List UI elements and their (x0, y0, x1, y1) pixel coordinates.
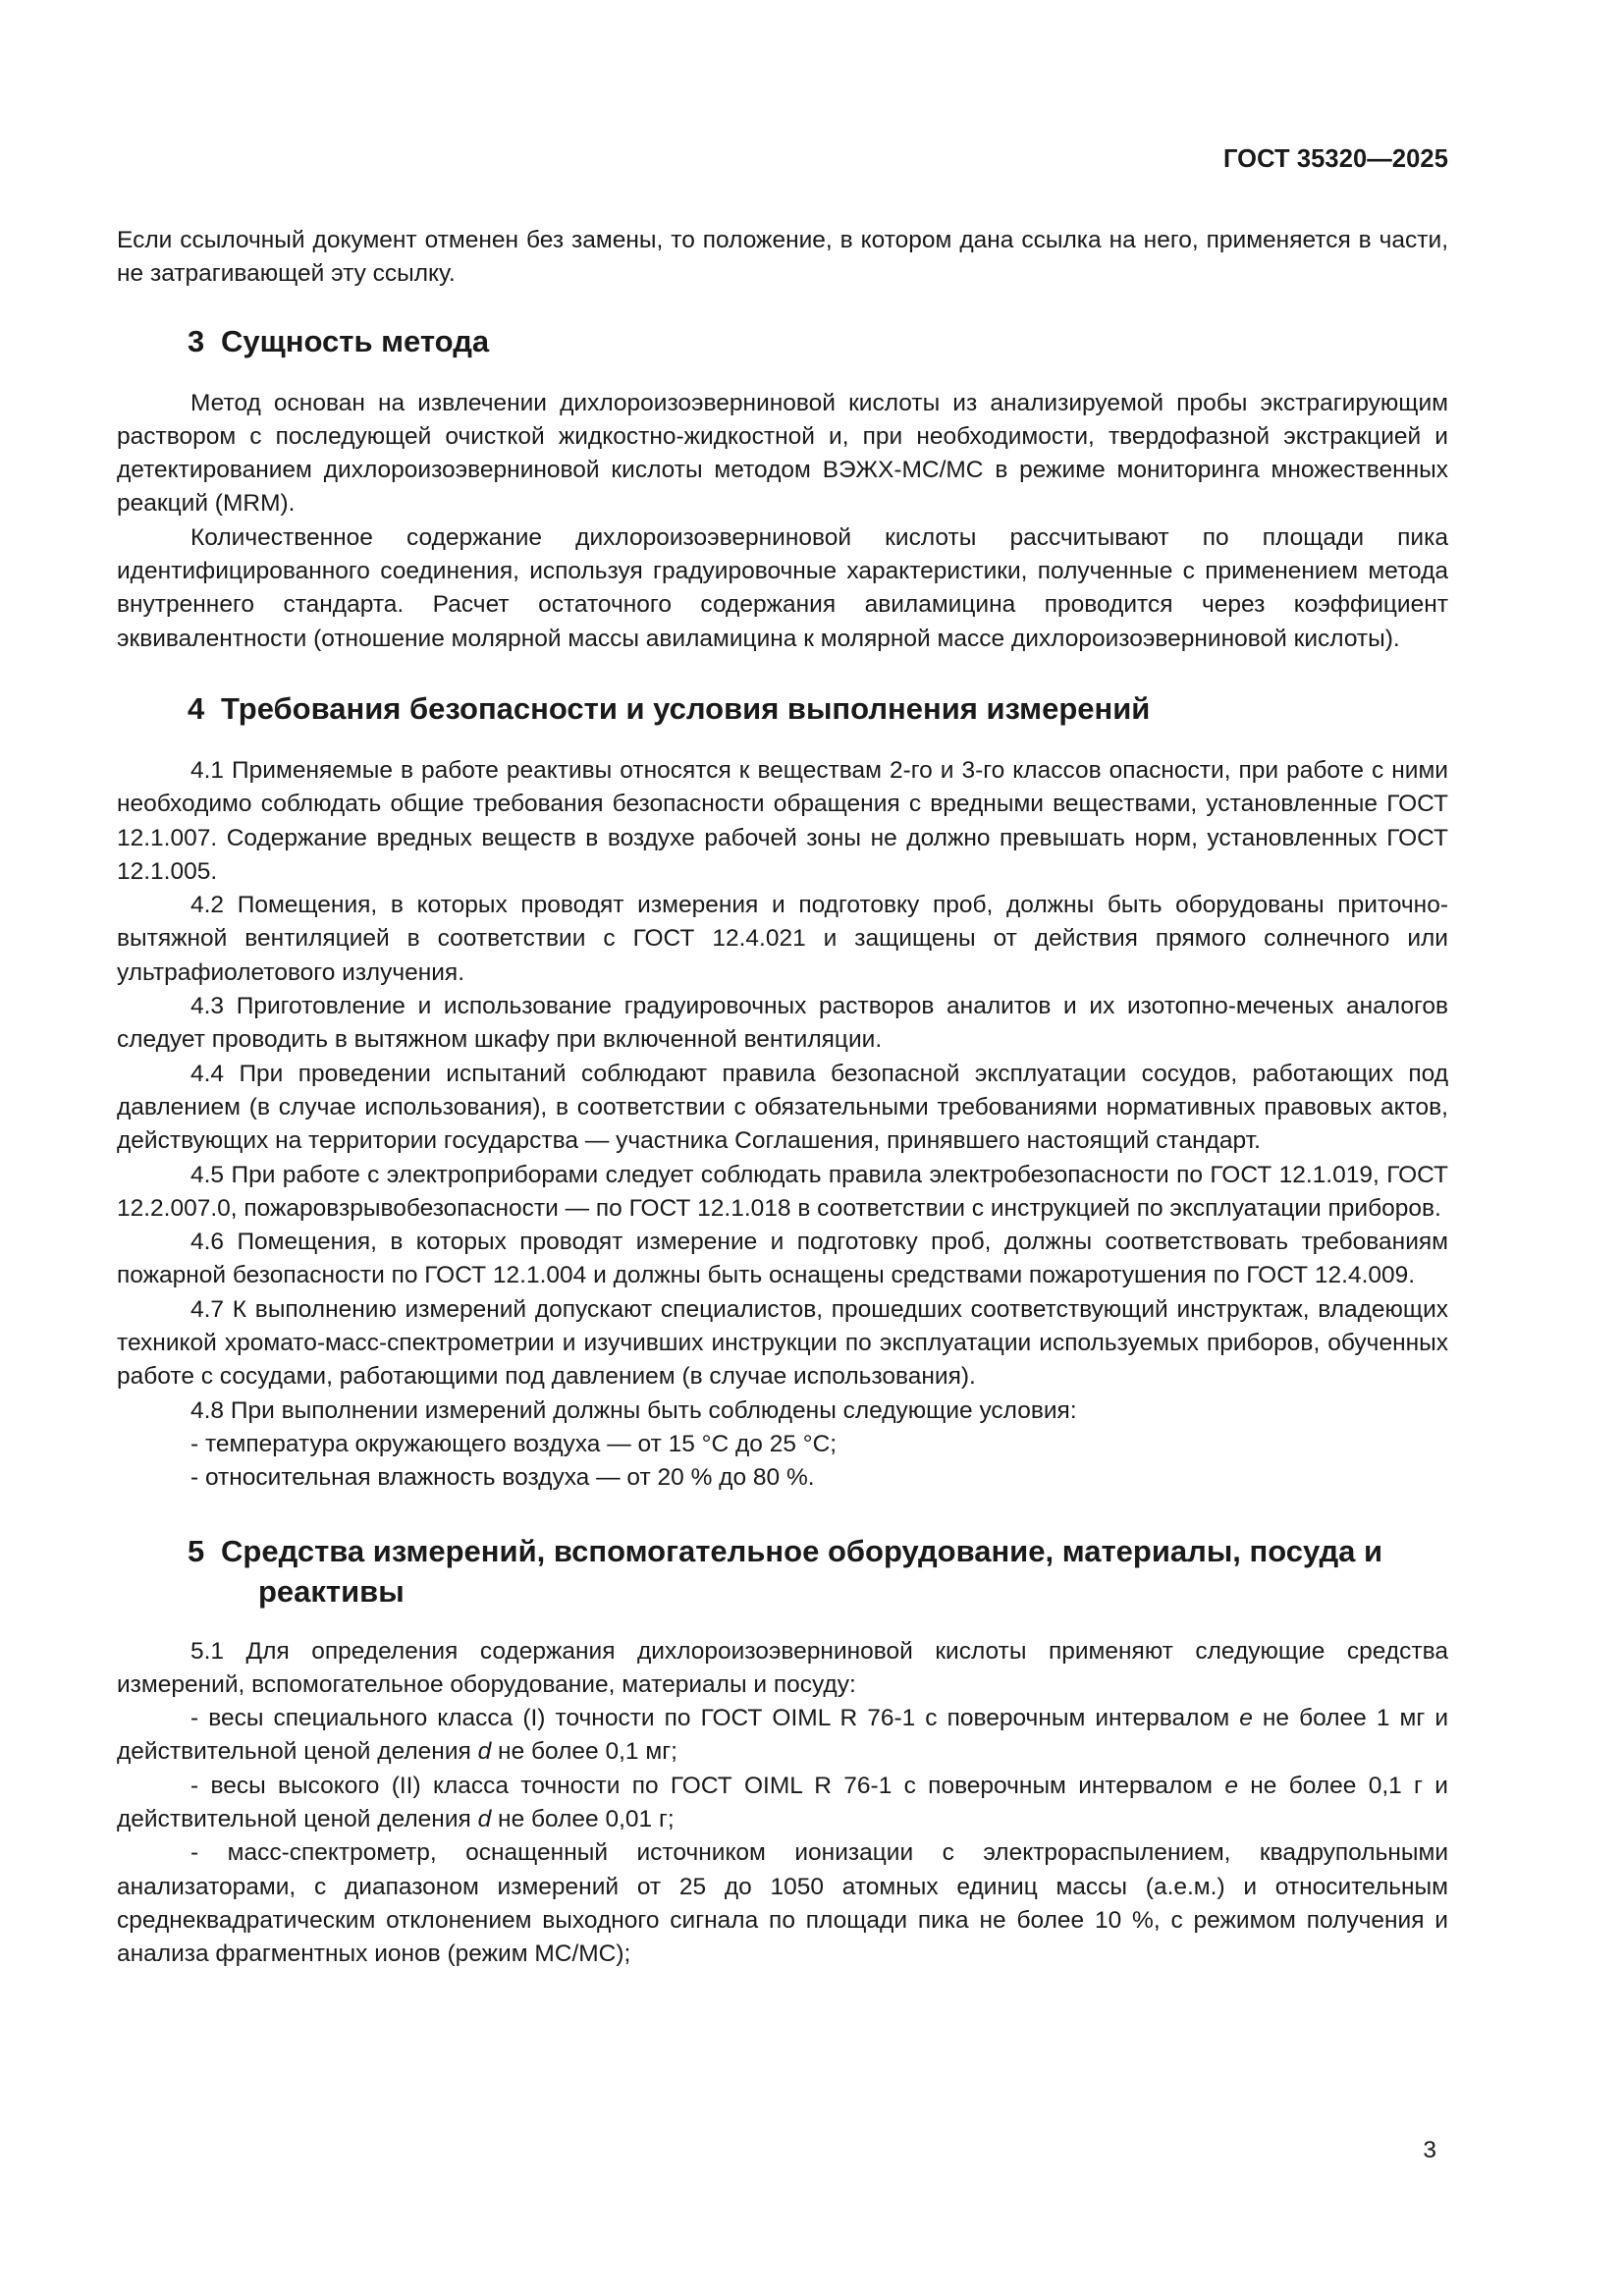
clause-4-6: 4.6 Помещения, в которых проводят измерение и подготовку проб, должны соответствовать требованиям пожарной безопасности по ГОСТ 12.1.004 и должны быть оснащены средствами пожаротушения по ГОСТ 12.4.009. (117, 1229, 1448, 1289)
clause-4-8: 4.8 При выполнении измерений должны быть соблюдены следующие условия: (190, 1396, 1077, 1424)
equipment-text: - весы специального класса (I) точности по ГОСТ OIML R 76-1 с поверочным интервалом (190, 1705, 1240, 1732)
verification-interval-symbol: e (1239, 1705, 1253, 1732)
clause-4-7: 4.7 К выполнению измерений допускают специалистов, прошедших соответствующий инструктаж, владеющих техникой хромато-масс-спектрометрии и изучивших инструкции по эксплуатации используемых приборов, обученных работе с сосудами, работающими под давлением (в случае использования). (117, 1295, 1448, 1391)
verification-interval-symbol: e (1224, 1772, 1238, 1799)
document-body (117, 224, 1448, 1971)
equipment-text: не более 0,1 мг; (491, 1738, 677, 1766)
equipment-list-item (117, 1770, 1448, 1837)
section-4-heading (188, 688, 1448, 729)
equipment-list-item (117, 1702, 1448, 1770)
section-4-title: Требования безопасности и условия выполнения измерений (221, 690, 1151, 726)
clause-4-3: 4.3 Приготовление и использование градуировочных растворов аналитов и их изотопно-меченых аналогов следует проводить в вытяжном шкафу при включенной вентиляции. (117, 993, 1448, 1054)
intro-paragraph: Если ссылочный документ отменен без замены, то положение, в котором дана ссылка на него, применяется в части, не затрагивающей эту ссылку. (117, 227, 1448, 288)
section-3-title: Сущность метода (221, 323, 490, 358)
condition-list-item: - температура окружающего воздуха — от 15 °С до 25 °С; (190, 1430, 838, 1457)
clause-4-1: 4.1 Применяемые в работе реактивы относятся к веществам 2-го и 3-го классов опасности, при работе с ними необходимо соблюдать общие требования безопасности обращения с вредными веществами, установленные ГОСТ 12.1.007. Содержание вредных веществ в воздухе рабочей зоны не должно превышать норм, установленных ГОСТ 12.1.005. (117, 756, 1448, 885)
clause-4-2: 4.2 Помещения, в которых проводят измерения и подготовку проб, должны быть оборудованы приточно-вытяжной вентиляцией в соответствии с ГОСТ 12.4.021 и защищены от действия прямого солнечного или ультрафиолетового излучения. (117, 892, 1448, 986)
section-5-number: 5 (188, 1533, 205, 1568)
clause-4-5: 4.5 При работе с электроприборами следует соблюдать правила электробезопасности по ГОСТ 12.1.019, ГОСТ 12.2.007.0, пожаровзрывобезопасности — по ГОСТ 12.1.018 в соответствии с инструкцией по эксплуатации приборов. (117, 1161, 1448, 1222)
page-number: 3 (1423, 2137, 1436, 2163)
section-5-title: Средства измерений, вспомогательное оборудование, материалы, посуда и реактивы (221, 1533, 1383, 1609)
section-3-paragraph: Количественное содержание дихлороизоэверниновой кислоты рассчитывают по площади пика идентифицированного соединения, используя градуировочные характеристики, полученные с применением метода внутреннего стандарта. Расчет остаточного содержания авиламицина проводится через коэффициент эквивалентности (отношение молярной массы авиламицина к молярной массе дихлороизоэверниновой кислоты). (117, 523, 1448, 652)
equipment-text: не более 1 мг и действительной ценой деления (117, 1705, 1449, 1766)
section-3-paragraph: Метод основан на извлечении дихлороизоэверниновой кислоты из анализируемой пробы экстрагирующим раствором с последующей очисткой жидкостно-жидкостной и, при необходимости, твердофазной экстракцией и детектированием дихлороизоэверниновой кислоты методом ВЭЖХ-МС/МС в режиме мониторинга множественных реакций (MRM). (117, 389, 1448, 518)
section-3-heading (188, 321, 1448, 361)
equipment-text: - весы высокого (II) класса точности по ГОСТ OIML R 76-1 с поверочным интервалом (190, 1772, 1225, 1799)
equipment-text: не более 0,01 г; (491, 1805, 675, 1832)
equipment-list-item: - масс-спектрометр, оснащенный источником ионизации с электрораспылением, квадрупольными анализаторами, с диапазоном измерений от 25 до 1050 атомных единиц массы (а.е.м.) и относительным среднеквадратическим отклонением выходного сигнала по площади пика не более 10 %, с режимом получения и анализа фрагментных ионов (режим МС/МС); (117, 1839, 1448, 1968)
division-value-symbol: d (477, 1738, 492, 1766)
clause-5-1: 5.1 Для определения содержания дихлороизоэверниновой кислоты применяют следующие средства измерений, вспомогательное оборудование, материалы и посуду: (117, 1637, 1448, 1698)
clause-4-4: 4.4 При проведении испытаний соблюдают правила безопасной эксплуатации сосудов, работающих под давлением (в случае использования), в соответствии с обязательными требованиями нормативных правовых актов, действующих на территории государства — участника Соглашения, принявшего настоящий стандарт. (117, 1060, 1448, 1155)
section-5-heading (188, 1531, 1448, 1612)
section-4-number: 4 (188, 690, 205, 726)
section-3-number: 3 (188, 323, 205, 358)
document-header: ГОСТ 35320—2025 (1222, 145, 1448, 173)
equipment-text: не более 0,1 г и действительной ценой деления (117, 1772, 1448, 1832)
division-value-symbol: d (477, 1805, 492, 1832)
condition-list-item: - относительная влажность воздуха — от 20 % до 80 %. (190, 1464, 815, 1492)
